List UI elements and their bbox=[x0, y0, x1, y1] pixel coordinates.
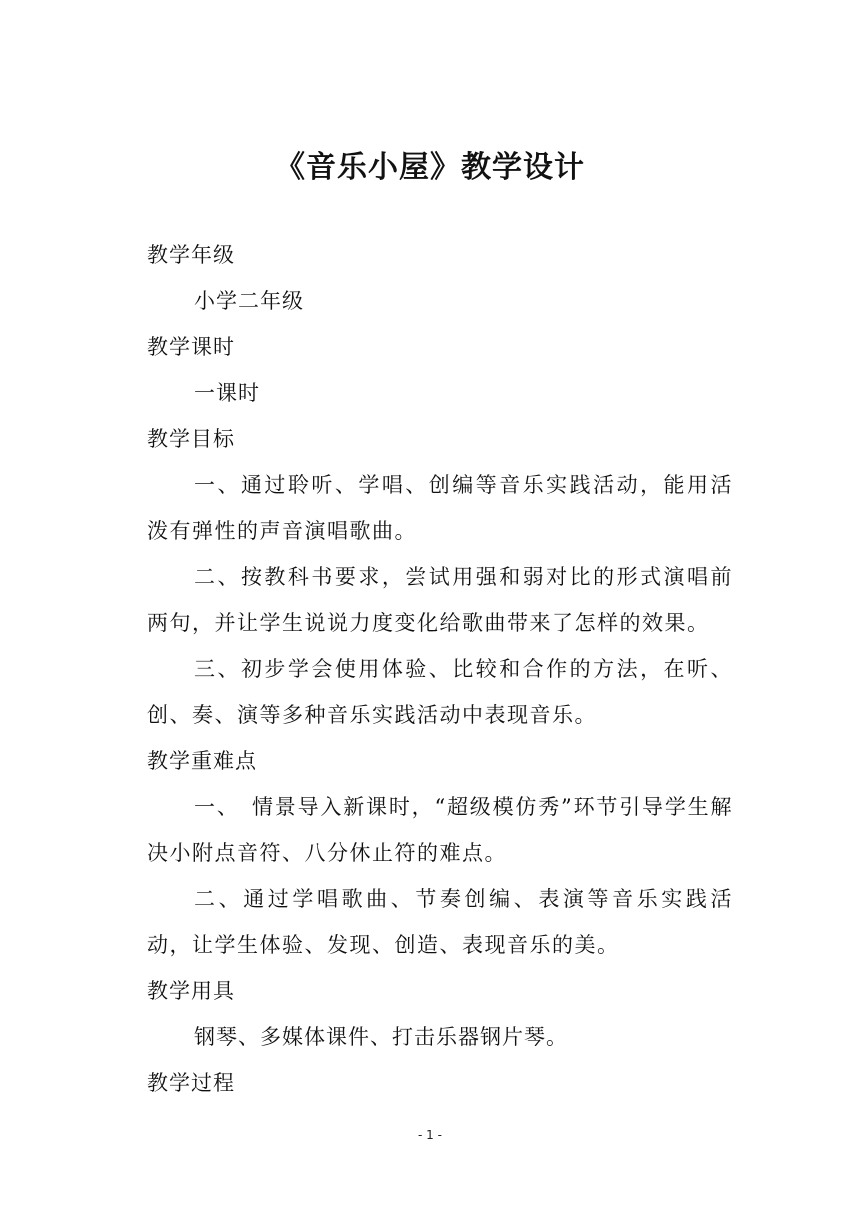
grade-value: 小学二年级 bbox=[194, 289, 304, 313]
document-body bbox=[147, 232, 733, 1106]
section-heading-tools: 教学用具 bbox=[147, 979, 235, 1003]
document-title: 《音乐小屋》教学设计 bbox=[275, 150, 585, 185]
section-heading-period: 教学课时 bbox=[147, 335, 235, 359]
objective-item-2: 二、按教科书要求，尝试用强和弱对比的形式演唱前两句，并让学生说说力度变化给歌曲带来了怎样的效果。 bbox=[147, 565, 733, 635]
section-heading-process: 教学过程 bbox=[147, 1071, 235, 1095]
key-point-item-2: 二、通过学唱歌曲、节奏创编、表演等音乐实践活动，让学生体验、发现、创造、表现音乐的美。 bbox=[147, 887, 733, 957]
page-number: - 1 - bbox=[418, 1128, 442, 1142]
section-heading-key-points: 教学重难点 bbox=[147, 749, 257, 773]
section-heading-grade: 教学年级 bbox=[147, 243, 235, 267]
section-heading-objectives: 教学目标 bbox=[147, 427, 235, 451]
period-value: 一课时 bbox=[194, 381, 260, 405]
objective-item-1: 一、通过聆听、学唱、创编等音乐实践活动，能用活泼有弹性的声音演唱歌曲。 bbox=[147, 473, 733, 543]
objective-item-3: 三、初步学会使用体验、比较和合作的方法，在听、创、奏、演等多种音乐实践活动中表现音乐。 bbox=[147, 657, 733, 727]
key-point-item-1: 一、 情景导入新课时，“超级模仿秀”环节引导学生解决小附点音符、八分休止符的难点。 bbox=[147, 795, 733, 865]
tools-value: 钢琴、多媒体课件、打击乐器钢片琴。 bbox=[194, 1025, 568, 1049]
